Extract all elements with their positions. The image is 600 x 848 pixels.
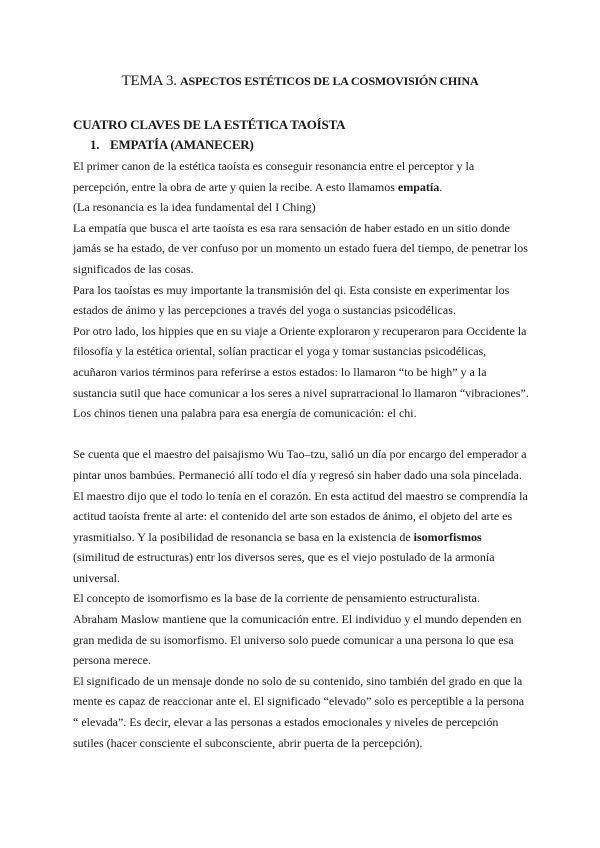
paragraph-empathy-sensation: La empatía que busca el arte taoísta es esa rara sensación de haber estado en un sitio donde jamás se ha estado, de ver confuso por un momento un estado fuera del tiempo, de penetrar los significados de las cosas. bbox=[73, 220, 528, 276]
paragraph-text: El primer canon de la estética taoísta es conseguir resonancia entre el perceptor y la percepción, entre la obra de arte y quien la recibe. A esto llamamos bbox=[73, 159, 475, 194]
subsection-title: EMPATÍA (AMANECER) bbox=[110, 137, 254, 152]
subsection-number: 1. bbox=[90, 137, 100, 152]
section-heading: CUATRO CLAVES DE LA ESTÉTICA TAOÍSTA bbox=[73, 117, 346, 132]
subsection-heading bbox=[90, 137, 254, 153]
paragraph-text: . bbox=[439, 179, 443, 194]
bold-term-isomorfismos: isomorfismos bbox=[413, 529, 482, 544]
paragraph-wu-tao-tzu bbox=[73, 444, 531, 588]
paragraph-spacer bbox=[73, 424, 531, 445]
paragraph-hippies: Por otro lado, los hippies que en su viaje a Oriente exploraron y recuperaron para Occidente la filosofía y la estética oriental, solían practicar el yoga y tomar sustancias psicodélicas, acuñaron varios términos para referirse a estos estados: lo llamaron “to be high” y a la sustancia sutil que hace comunicar a los seres a nivel suprarracional lo llamaron “vibraciones”. Los chinos tienen una palabra para esa energía de comunicación: el chi. bbox=[73, 323, 529, 421]
paragraph-message-meaning: El significado de un mensaje donde no solo de su contenido, sino también del grado en que la mente es capaz de reaccionar ante el. El significado “elevado” solo es perceptible a la persona “ elevada”. Es decir, elevar a las personas a estados emocionales y niveles de percepción sutiles (hacer consciente el subconsciente, abrir puerta de la percepción). bbox=[73, 673, 525, 750]
paragraph-text: (similitud de estructuras) entr los diversos seres, que es el viejo postulado de la armonía universal. bbox=[73, 550, 495, 585]
document-body bbox=[73, 156, 531, 753]
paragraph-structuralism: El concepto de isomorfismo es la base de la corriente de pensamiento estructuralista. bbox=[73, 591, 480, 606]
title-topic-number: TEMA 3. bbox=[121, 73, 177, 89]
paragraph-maslow: Abraham Maslow mantiene que la comunicación entre. El individuo y el mundo dependen en gran medida de su isomorfismo. El universo solo puede comunicar a una persona lo que esa persona merece. bbox=[73, 612, 522, 668]
bold-term-empatia: empatía bbox=[397, 179, 440, 194]
paragraph-text: Se cuenta que el maestro del paisajismo Wu Tao–tzu, salió un día por encargo del emperador a pintar unos bambúes. Permaneció allí todo el día y regresó sin haber dado una sola pincelada. El maestro dijo que el todo lo tenía en el corazón. En esta actitud del maestro se comprendía la actitud taoísta frente al arte: el contenido del arte son estados de ánimo, el objeto del arte es yrasmitialso. Y la posibilidad de resonancia se basa en la existencia de bbox=[73, 447, 528, 544]
title-topic-name: ASPECTOS ESTÉTICOS DE LA COSMOVISIÓN CHINA bbox=[180, 74, 479, 88]
paragraph-qi-transmission: Para los taoístas es muy importante la transmisión del qi. Esta consiste en experimentar los estados de ánimo y las percepciones a través del yoga o sustancias psicodélicas. bbox=[73, 282, 510, 318]
document-title bbox=[0, 73, 600, 90]
paragraph-resonance-note: (La resonancia es la idea fundamental del I Ching) bbox=[73, 200, 316, 215]
paragraph-empathy-definition bbox=[73, 156, 531, 197]
